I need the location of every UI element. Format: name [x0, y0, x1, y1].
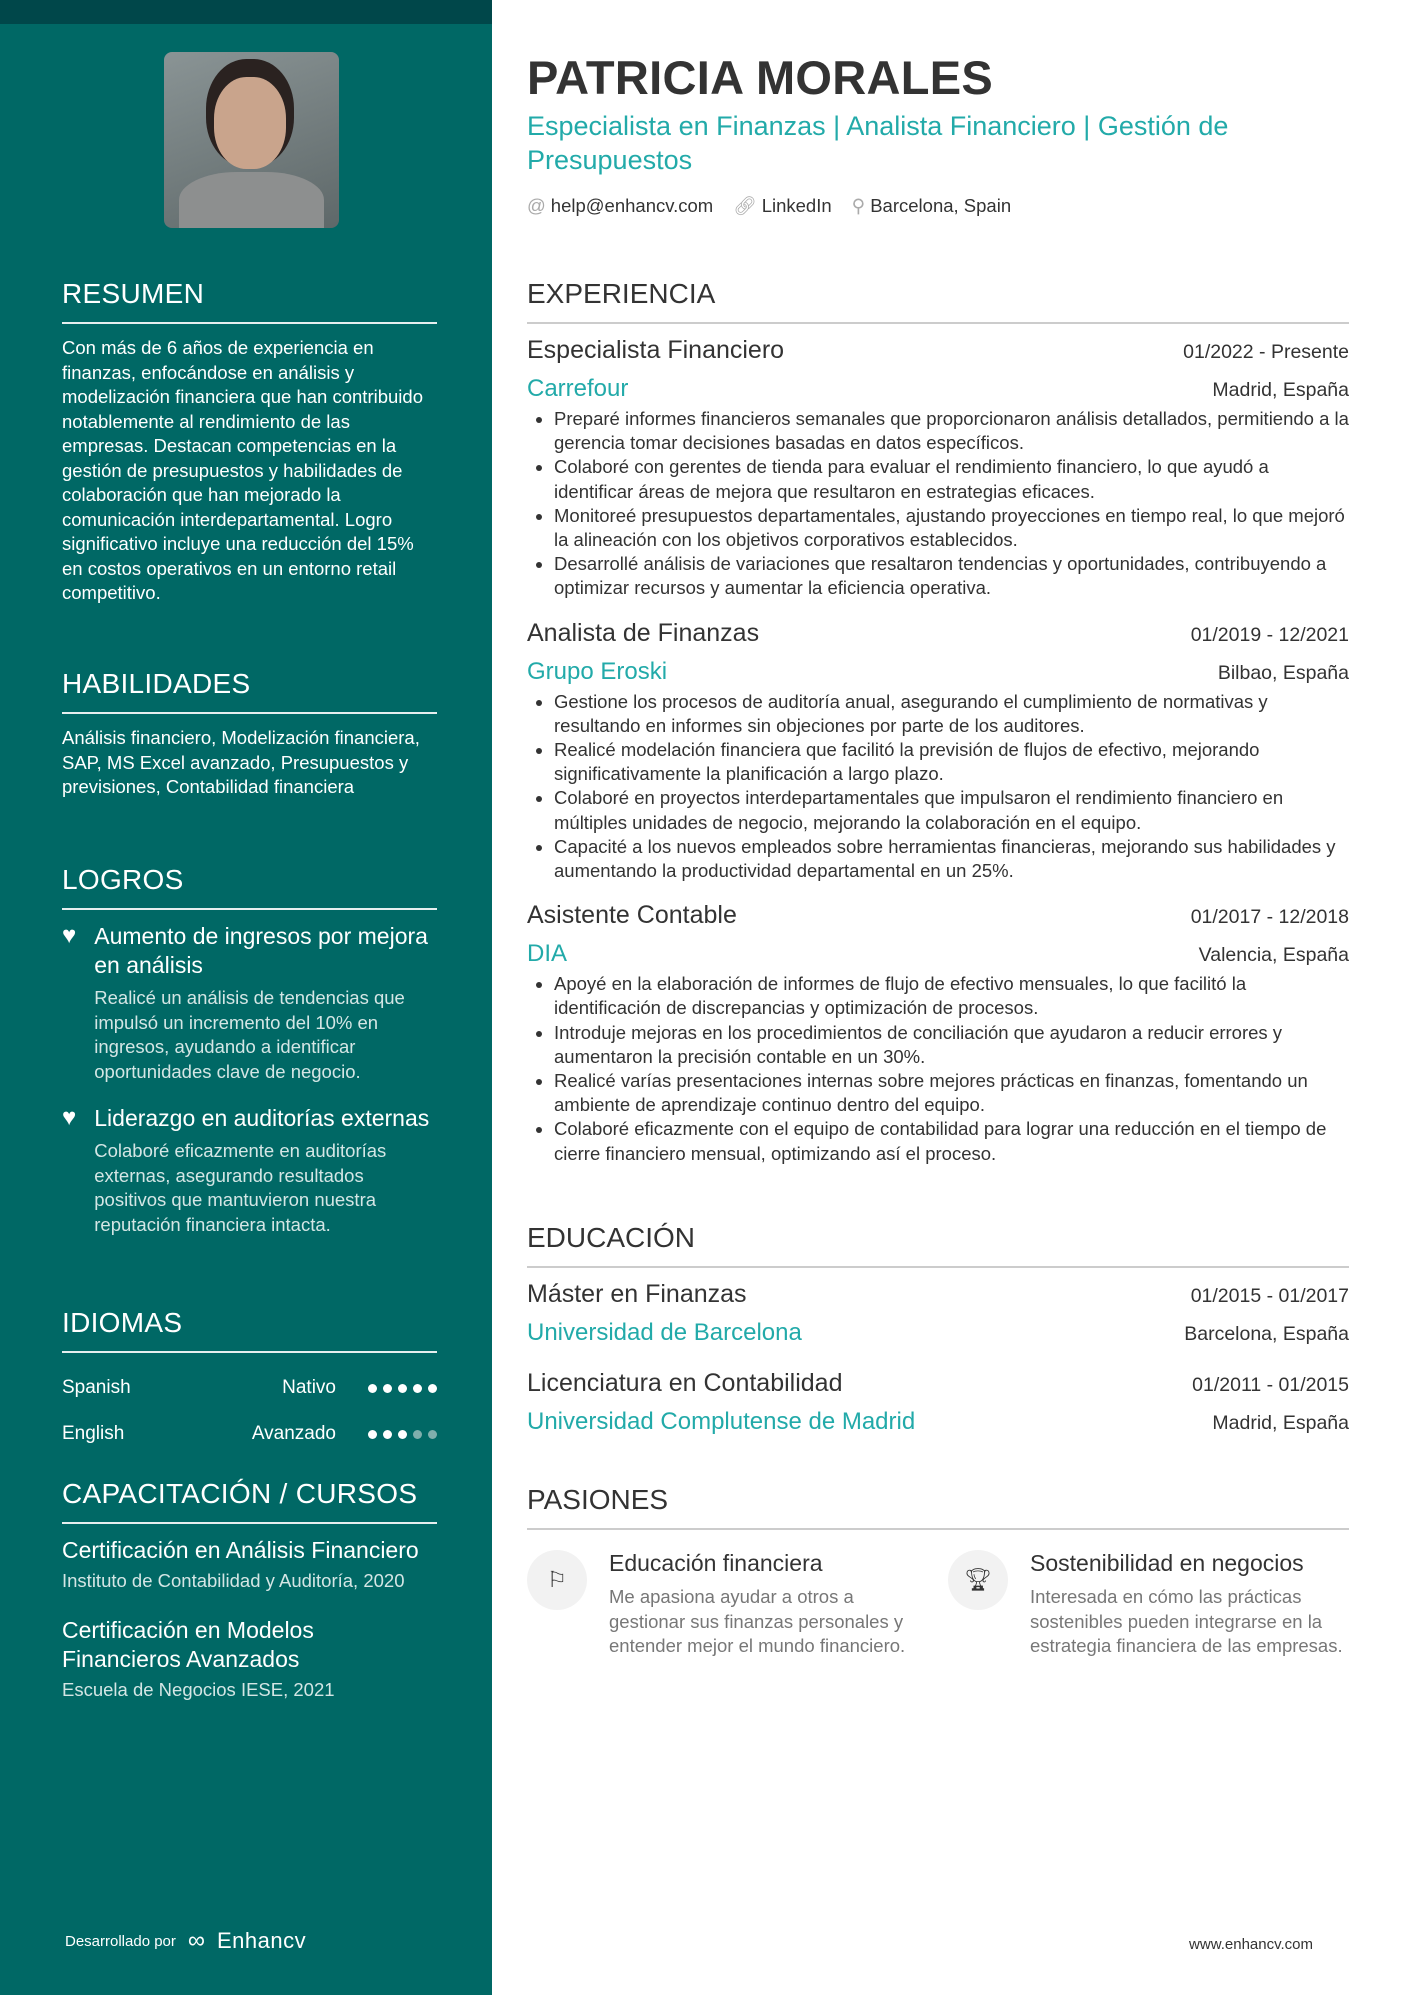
trophy-icon: 🏆︎ — [948, 1550, 1008, 1610]
passion-item — [948, 1550, 1349, 1659]
candidate-name: PATRICIA MORALES — [527, 51, 994, 104]
bullet: • Gestione los procesos de auditoría anual, asegurando el cumplimiento de normativas y resultando en informes sin objeciones por parte de los auditores. — [554, 690, 1349, 738]
bullet: • Capacité a los nuevos empleados sobre herramientas financieras, mejorando sus habilidades y aumentando la productividad departamental en un 25%. — [554, 835, 1349, 883]
location-pin-icon: ⚲ — [851, 195, 866, 216]
level-dots — [368, 1384, 437, 1393]
summary-section — [62, 278, 437, 606]
passions-section — [527, 1484, 1349, 1659]
bullet-list — [554, 972, 1349, 1166]
job-dates: 01/2022 - Presente — [1183, 341, 1349, 363]
location: ⚲ Barcelona, Spain — [851, 195, 1012, 216]
level-dot — [428, 1384, 437, 1393]
bullet: • Realicé varías presentaciones internas sobre mejores prácticas en finanzas, fomentando un ambiente de aprendizaje continuo dentro del equipo. — [554, 1069, 1349, 1117]
education-dates: 01/2011 - 01/2015 — [1192, 1374, 1349, 1396]
email[interactable]: @ help@enhancv.com — [527, 195, 714, 216]
link-icon: 🔗︎ — [733, 195, 757, 216]
level-dot — [383, 1430, 392, 1439]
website-link[interactable]: www.enhancv.com — [1189, 1936, 1313, 1953]
level-dot — [428, 1430, 437, 1439]
section-heading: EXPERIENCIA — [527, 278, 1349, 324]
job-entry — [527, 901, 1349, 1166]
summary-text: Con más de 6 años de experiencia en finanzas, enfocándose en análisis y modelización financiera que han contribuido notablemente al rendimiento de las empresas. Destacan competencias en la gestión de presupuestos y habilidades de colaboración que han mejorado la comunicación interdepartamental. Logro significativo incluye una reducción del 15% en costos operativos en un entorno retail competitivo. — [62, 337, 423, 603]
achievements-section — [62, 864, 437, 1257]
job-location: Valencia, España — [1198, 944, 1349, 967]
job-role: Analista de Finanzas — [527, 618, 760, 647]
course-detail: Escuela de Negocios IESE, 2021 — [62, 1678, 335, 1700]
achievement-item — [62, 1104, 437, 1237]
powered-by — [65, 1927, 306, 1955]
course-title: Certificación en Análisis Financiero — [62, 1537, 419, 1563]
language-level: Nativo — [282, 1377, 336, 1398]
language-item — [62, 1365, 437, 1411]
course-detail: Instituto de Contabilidad y Auditoría, 2020 — [62, 1570, 405, 1591]
achievement-item — [62, 922, 437, 1084]
section-heading: RESUMEN — [62, 278, 437, 324]
bullet: • Colaboré eficazmente con el equipo de contabilidad para lograr una reducción en el tiempo de cierre financiero mensual, optimizando así el proceso. — [554, 1117, 1349, 1165]
experience-section — [527, 278, 1349, 1184]
top-band — [0, 0, 492, 24]
header — [527, 50, 1349, 217]
job-entry — [527, 336, 1349, 601]
achievement-text: Colaboré eficazmente en auditorías externas, asegurando resultados positivos que mantuvieron nuestra reputación financiera intacta. — [94, 1140, 387, 1235]
achievement-text: Realicé un análisis de tendencias que impulsó un incremento del 10% en ingresos, ayudando a identificar oportunidades clave de negocio. — [94, 987, 405, 1082]
section-heading: LOGROS — [62, 864, 437, 910]
education-section — [527, 1222, 1349, 1436]
language-item — [62, 1411, 437, 1457]
bullet: • Colaboré en proyectos interdepartamentales que impulsaron el rendimiento financiero en múltiples unidades de negocio, mejorando la colaboración en el equipo. — [554, 786, 1349, 834]
languages-section — [62, 1307, 437, 1457]
education-entry — [527, 1280, 1349, 1347]
passion-title: Sostenibilidad en negocios — [1030, 1550, 1304, 1576]
job-location: Madrid, España — [1212, 379, 1349, 401]
course-item — [62, 1536, 437, 1594]
course-item — [62, 1616, 437, 1703]
courses-section — [62, 1478, 437, 1724]
achievement-title: Aumento de ingresos por mejora en análisis — [94, 923, 428, 978]
school-name: Universidad Complutense de Madrid — [527, 1408, 916, 1435]
bullet: • Preparé informes financieros semanales que proporcionaron análisis detallados, permitiendo a la gerencia tomar decisiones basadas en datos específicos. — [554, 407, 1349, 455]
education-dates: 01/2015 - 01/2017 — [1190, 1285, 1349, 1307]
sidebar — [0, 0, 492, 1995]
company-name: DIA — [527, 940, 568, 968]
bullet: • Monitoreé presupuestos departamentales, ajustando proyecciones en tiempo real, lo que mejoró la alineación con los objetivos corporativos establecidos. — [554, 504, 1349, 552]
education-location: Barcelona, España — [1184, 1323, 1349, 1345]
job-dates: 01/2019 - 12/2021 — [1190, 623, 1349, 646]
heart-icon: ♥ — [62, 922, 77, 949]
enhancv-logo-icon: ∞ — [187, 1927, 205, 1954]
passion-item — [527, 1550, 928, 1659]
bullet-list — [554, 407, 1349, 601]
candidate-title: Especialista en Finanzas | Analista Financiero | Gestión de Presupuestos — [527, 111, 1229, 175]
section-heading: EDUCACIÓN — [527, 1222, 1349, 1268]
bullet: • Desarrollé análisis de variaciones que resaltaron tendencias y oportunidades, contribuyendo a optimizar recursos y aumentar la eficiencia operativa. — [554, 552, 1349, 600]
passion-text: Interesada en cómo las prácticas sostenibles pueden integrarse en la estrategia financiera de las empresas. — [1030, 1586, 1343, 1656]
passion-text: Me apasiona ayudar a otros a gestionar sus finanzas personales y entender mejor el mundo financiero. — [609, 1586, 906, 1656]
course-title: Certificación en Modelos Financieros Avanzados — [62, 1616, 314, 1672]
profile-photo — [164, 52, 339, 228]
level-dot — [413, 1430, 422, 1439]
job-dates: 01/2017 - 12/2018 — [1190, 906, 1349, 929]
company-name: Grupo Eroski — [527, 657, 668, 685]
brand-name: Enhancv — [217, 1928, 307, 1953]
job-location: Bilbao, España — [1217, 661, 1349, 684]
passion-title: Educación financiera — [609, 1550, 823, 1576]
education-location: Madrid, España — [1212, 1412, 1349, 1434]
bullet: • Colaboré con gerentes de tienda para evaluar el rendimiento financiero, lo que ayudó a identificar áreas de mejora que resultaron en estrategias eficaces. — [554, 455, 1349, 503]
section-heading: CAPACITACIÓN / CURSOS — [62, 1478, 437, 1524]
education-entry — [527, 1369, 1349, 1436]
company-name: Carrefour — [527, 375, 629, 402]
bullet: • Apoyé en la elaboración de informes de flujo de efectivo mensuales, lo que facilitó la identificación de discrepancias y optimización de procesos. — [554, 972, 1349, 1020]
level-dot — [368, 1430, 377, 1439]
level-dot — [383, 1384, 392, 1393]
school-name: Universidad de Barcelona — [527, 1319, 802, 1346]
bullet-list — [554, 690, 1349, 884]
level-dot — [413, 1384, 422, 1393]
language-name: Spanish — [62, 1377, 131, 1398]
flag-icon: ⚐ — [527, 1550, 587, 1610]
language-name: English — [62, 1423, 125, 1444]
bullet: • Introduje mejoras en los procedimientos de conciliación que ayudaron a reducir errores y aumentaron la precisión contable en un 30%. — [554, 1021, 1349, 1069]
language-level: Avanzado — [251, 1423, 336, 1444]
level-dot — [368, 1384, 377, 1393]
at-icon: @ — [527, 195, 546, 216]
degree: Máster en Finanzas — [527, 1280, 747, 1308]
job-entry — [527, 619, 1349, 884]
job-role: Asistente Contable — [527, 901, 737, 930]
level-dot — [398, 1430, 407, 1439]
achievement-title: Liderazgo en auditorías externas — [94, 1105, 430, 1131]
contact-info — [527, 195, 1349, 217]
level-dot — [398, 1384, 407, 1393]
degree: Licenciatura en Contabilidad — [527, 1369, 843, 1397]
section-heading: IDIOMAS — [62, 1307, 437, 1353]
level-dots — [368, 1430, 437, 1439]
section-heading: PASIONES — [527, 1484, 1349, 1530]
section-heading: HABILIDADES — [62, 668, 437, 714]
bullet: • Realicé modelación financiera que facilitó la previsión de flujos de efectivo, mejorando significativamente la planificación a largo plazo. — [554, 738, 1349, 786]
job-role: Especialista Financiero — [527, 336, 785, 364]
powered-by-label: Desarrollado por — [65, 1932, 176, 1950]
skills-section — [62, 668, 437, 800]
skills-text: Análisis financiero, Modelización financiera, SAP, MS Excel avanzado, Presupuestos y previsiones, Contabilidad financiera — [62, 727, 420, 797]
heart-icon: ♥ — [62, 1104, 77, 1131]
linkedin-link[interactable]: 🔗︎ LinkedIn — [733, 195, 832, 216]
